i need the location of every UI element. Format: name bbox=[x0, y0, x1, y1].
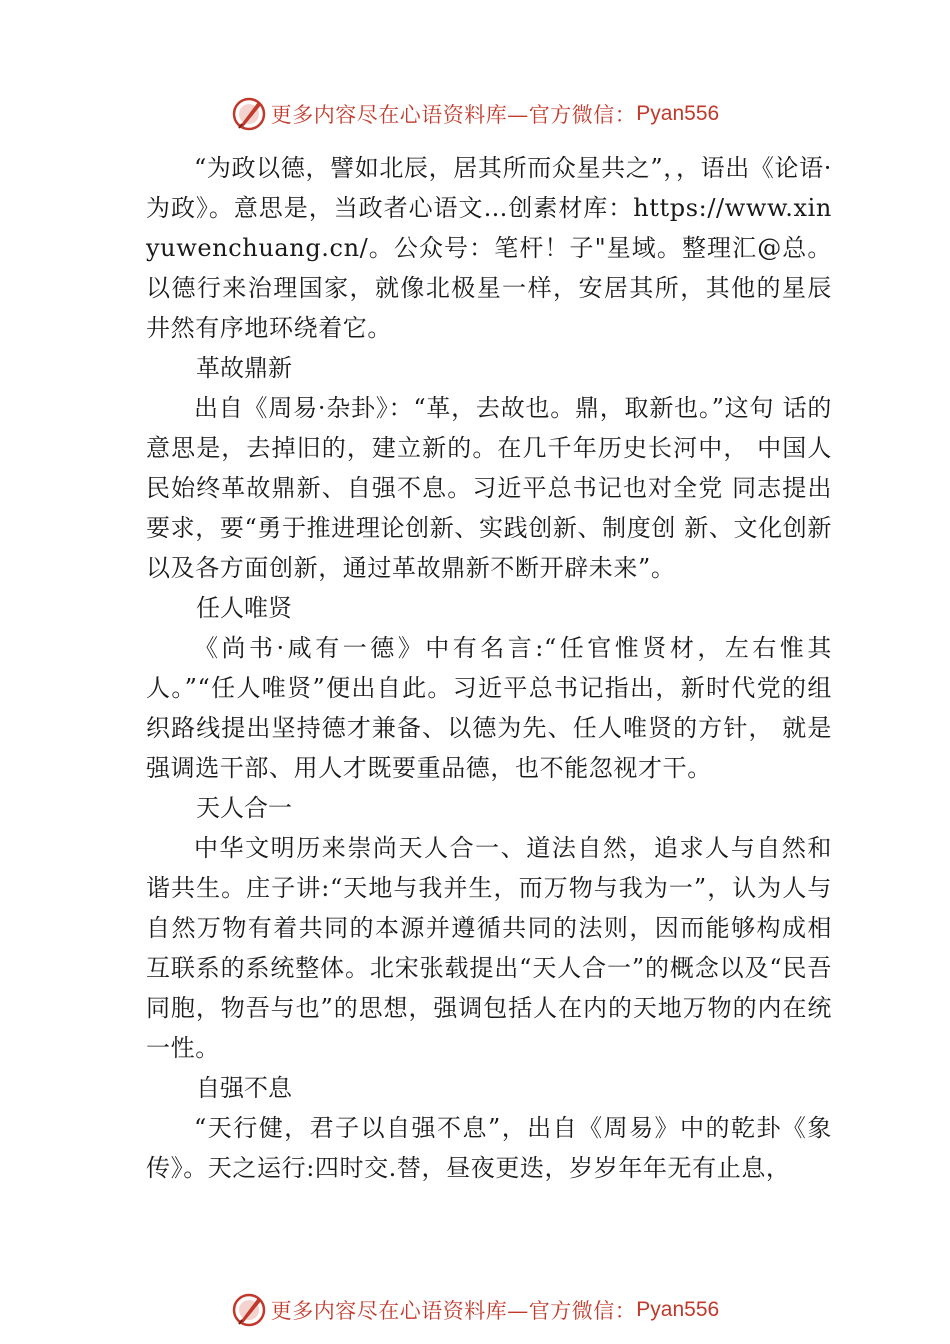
section-paragraph: 《尚书·咸有一德》中有名言:“任官惟贤材，左右惟其人。”“任人唯贤”便出自此。习近平总书记指出，新时代党的组织路线提出坚持德才兼备、以德为先、任人唯贤的方针， 就是强调选干部、用人才既要重品德，也不能忽视才干。 bbox=[146, 634, 832, 782]
section-paragraph: 出自《周易·杂卦》：“革，去故也。鼎，取新也。”这句 话的意思是，去掉旧的，建立新的。在几千年历史长河中， 中国人民始终革故鼎新、自强不息。习近平总书记也对全党 同志提出要求，要“勇于推进理论创新、实践创新、制度创 新、文化创新以及各方面创新，通过革故鼎新不断开辟未来”。 bbox=[146, 394, 832, 582]
header-banner bbox=[0, 94, 950, 134]
section-heading: 革故鼎新 bbox=[196, 354, 292, 382]
section-heading: 天人合一 bbox=[196, 794, 292, 822]
footer-banner bbox=[0, 1290, 950, 1330]
document-body bbox=[146, 148, 832, 1188]
section-paragraph: 中华文明历来崇尚天人合一、道法自然，追求人与自然和谐共生。庄子讲:“天地与我并生，而万物与我为一”，认为人与自然万物有着共同的本源并遵循共同的法则，因而能够构成相互联系的系统整体。北宋张载提出“天人合一”的概念以及“民吾同胞，物吾与也”的思想，强调包括人在内的天地万物的内在统一性。 bbox=[146, 834, 832, 1062]
banner-wechat-id: Pyan556 bbox=[636, 102, 720, 125]
quill-logo-icon bbox=[231, 1292, 267, 1328]
banner-text: 更多内容尽在心语资料库—官方微信： bbox=[270, 1299, 637, 1323]
section-heading: 任人唯贤 bbox=[196, 594, 292, 622]
section-paragraph: “天行健，君子以自强不息”，出自《周易》中的乾卦《象传》。天之运行:四时交.替，昼夜更迭，岁岁年年无有止息， bbox=[146, 1114, 832, 1182]
section-heading: 自强不息 bbox=[196, 1074, 292, 1102]
intro-paragraph: “为政以德，譬如北辰，居其所而众星共之”，，语出《论语·为政》。意思是，当政者心语文…创素材库：https://www.xinyuwenchuang.cn/。公众号：笔杆！子"星域。整理汇@总。以德行来治理国家，就像北极星一样，安居其所，其他的星辰井然有序地环绕着它。 bbox=[146, 154, 832, 342]
banner-text: 更多内容尽在心语资料库—官方微信： bbox=[270, 103, 637, 127]
quill-logo-icon bbox=[231, 96, 267, 132]
banner-wechat-id: Pyan556 bbox=[636, 1298, 720, 1321]
